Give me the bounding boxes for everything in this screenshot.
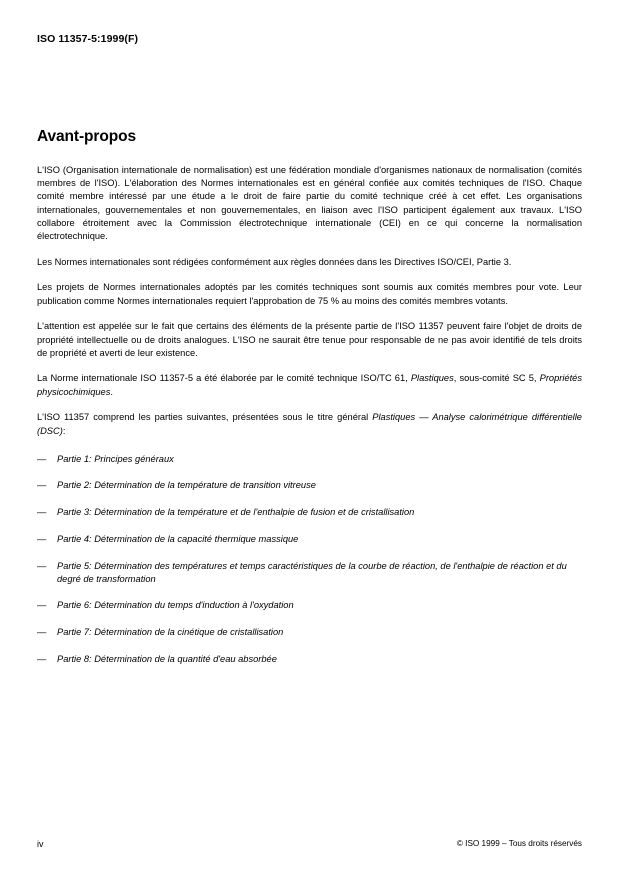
em-dash-bullet: — (37, 560, 47, 571)
page-footer (37, 839, 582, 853)
em-dash-bullet: — (37, 533, 47, 544)
em-dash-bullet: — (37, 453, 47, 464)
list-item (37, 653, 582, 666)
list-item-label: Partie 6: Détermination du temps d'induction à l'oxydation (57, 600, 294, 611)
foreword-paragraph-3: Les projets de Normes internationales adoptés par les comités techniques sont soumis aux comités membres pour vote. Leur publication comme Normes internationales requiert l'approbation de 75 % au moins des comités membres votants. (37, 282, 582, 306)
paragraph-5-italic-a: Plastiques (410, 373, 454, 384)
paragraph-6-italic-a: Plastiques — Analyse calorimétrique différentielle (DSC) (37, 412, 582, 436)
paragraph-5-text-b: , sous-comité SC 5, (453, 373, 540, 384)
foreword-paragraph-2: Les Normes internationales sont rédigées conformément aux règles données dans les Directives ISO/CEI, Partie 3. (37, 256, 512, 267)
paragraph-5-text-c: . (110, 386, 113, 397)
list-item-label: Partie 8: Détermination de la quantité d'eau absorbée (57, 653, 277, 664)
foreword-paragraph-5 (37, 372, 582, 398)
page-number: iv (37, 839, 44, 849)
list-item (37, 453, 582, 466)
em-dash-bullet: — (37, 653, 47, 664)
list-item (37, 479, 582, 492)
running-header: ISO 11357-5:1999(F) (37, 33, 139, 45)
list-item (37, 533, 582, 546)
list-item-label: Partie 1: Principes généraux (57, 453, 174, 464)
foreword-paragraph-4: L'attention est appelée sur le fait que certains des éléments de la présente partie de l'ISO 11357 peuvent faire l'objet de droits de propriété intellectuelle ou de droits analogues. L'ISO ne saurait être tenue pour responsable de ne pas avoir identifié de tels droits de propriété et averti de leur existence. (37, 321, 582, 358)
list-item-label: Partie 5: Détermination des températures et temps caractéristiques de la courbe de réaction, de l'enthalpie de réaction et du degré de transformation (57, 560, 567, 584)
list-item (37, 506, 582, 519)
list-item-label: Partie 3: Détermination de la température et de l'enthalpie de fusion et de cristallisation (57, 507, 415, 518)
em-dash-bullet: — (37, 627, 47, 638)
list-item (37, 626, 582, 639)
copyright-notice: © ISO 1999 – Tous droits réservés (456, 839, 582, 848)
paragraph-6-text-b: : (62, 425, 66, 436)
list-item (37, 560, 582, 586)
foreword-paragraph-1: L'ISO (Organisation internationale de normalisation) est une fédération mondiale d'organismes nationaux de normalisation (comités membres de l'ISO). L'élaboration des Normes internationales est en général confiée aux comités techniques de l'ISO. Chaque comité membre intéressé par une étude a le droit de faire partie du comité technique créé à cet effet. Les organisations internationales, gouvernementales et non gouvernementales, en liaison avec l'ISO participent également aux travaux. L'ISO collabore étroitement avec la Commission électrotechnique internationale (CEI) en ce qui concerne la normalisation électrotechnique. (37, 165, 582, 242)
em-dash-bullet: — (37, 600, 47, 611)
list-item-label: Partie 4: Détermination de la capacité thermique massique (57, 533, 299, 544)
paragraph-5-italic-b: Propriétés physicochimiques (37, 373, 582, 397)
page-content (37, 128, 582, 680)
list-item (37, 599, 582, 612)
em-dash-bullet: — (37, 507, 47, 518)
em-dash-bullet: — (37, 480, 47, 491)
parts-list (37, 453, 582, 666)
paragraph-5-text-a: La Norme internationale ISO 11357-5 a été élaborée par le comité technique ISO/TC 61, (37, 373, 411, 384)
paragraph-6-text-a: L'ISO 11357 comprend les parties suivantes, présentées sous le titre général (37, 412, 373, 423)
foreword-paragraph-6 (37, 411, 582, 437)
list-item-label: Partie 7: Détermination de la cinétique de cristallisation (57, 627, 284, 638)
list-item-label: Partie 2: Détermination de la température de transition vitreuse (57, 480, 316, 491)
page-title: Avant-propos (37, 128, 136, 145)
